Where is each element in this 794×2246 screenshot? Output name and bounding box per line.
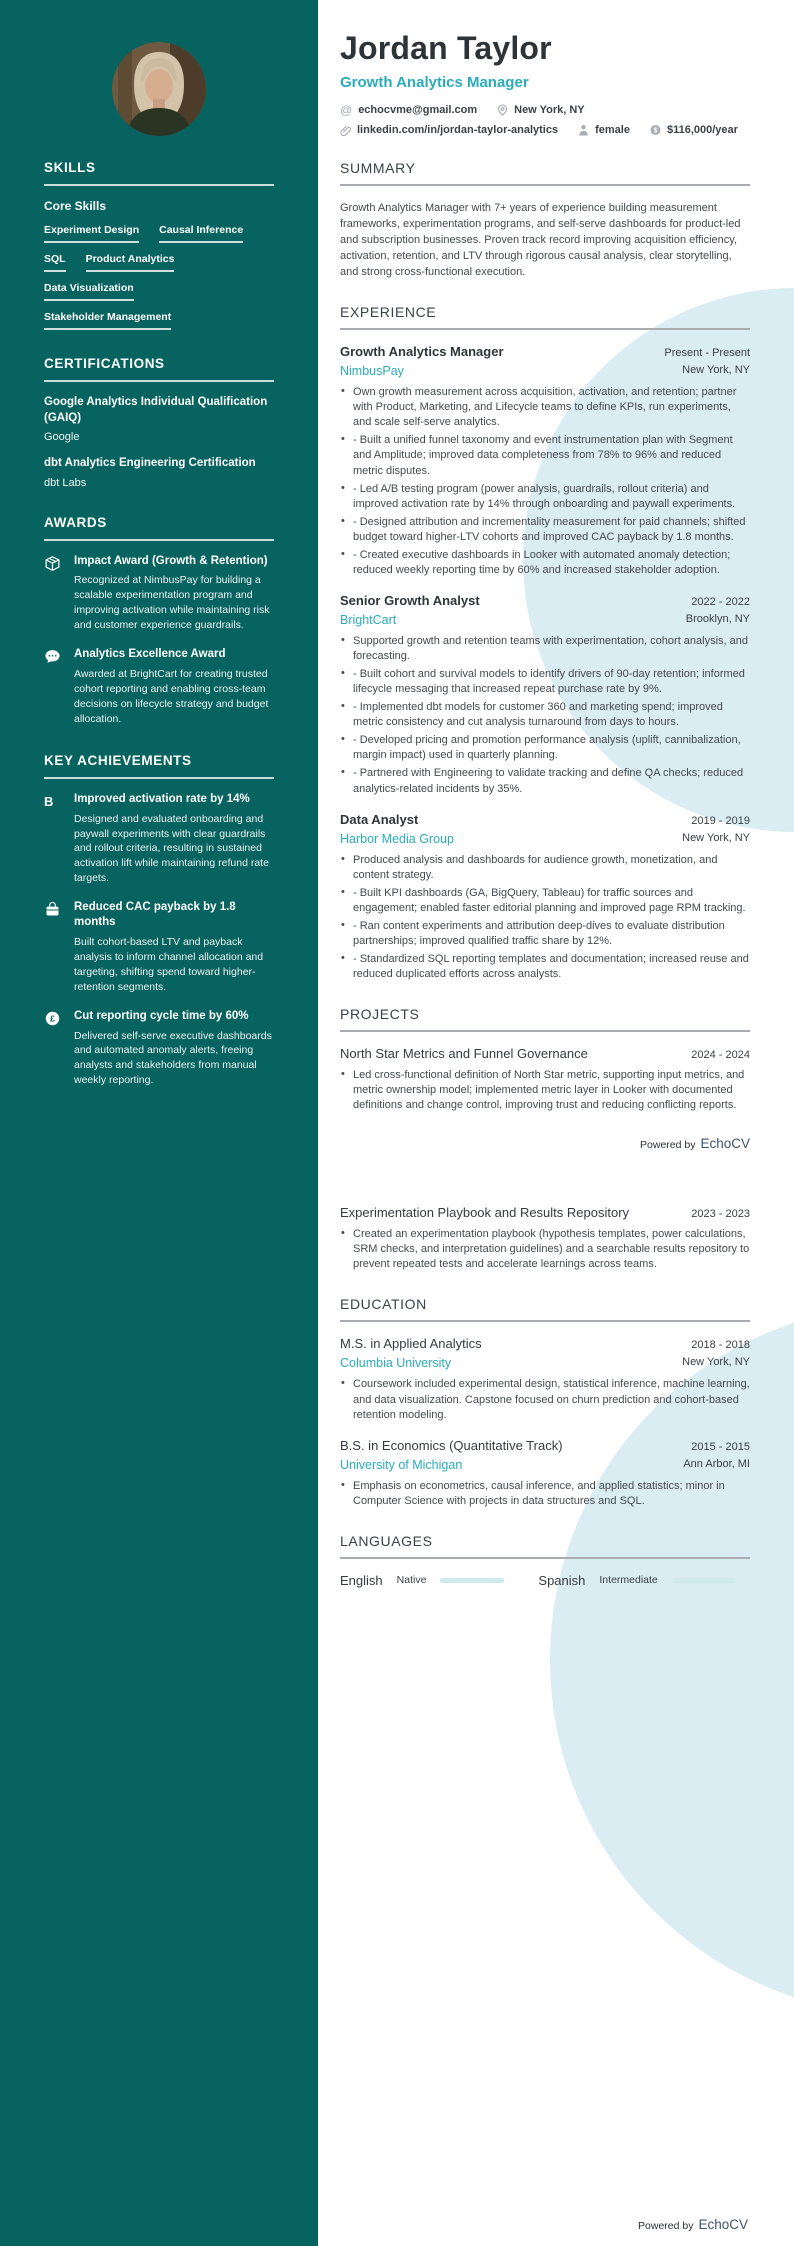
project-bullets bbox=[340, 1068, 750, 1113]
skills-heading: SKILLS bbox=[44, 160, 96, 175]
sidebar bbox=[0, 0, 318, 2246]
education-dates: 2018 - 2018 bbox=[691, 1339, 750, 1352]
job-location: New York, NY bbox=[682, 364, 750, 377]
award-description: Awarded at BrightCart for creating trusted cohort reporting and enabling cross-team decisions on lifecycle strategy and budget allocation. bbox=[74, 668, 269, 725]
job-bullet: • Supported growth and retention teams with experimentation, cohort analysis, and forecasting. bbox=[340, 634, 750, 664]
contact-email-value: echocvme@gmail.com bbox=[358, 104, 478, 116]
skill-chip-list bbox=[44, 224, 274, 330]
project-title: Experimentation Playbook and Results Repository bbox=[340, 1205, 630, 1221]
job-company: NimbusPay bbox=[340, 364, 404, 379]
divider bbox=[44, 777, 274, 779]
awards-section bbox=[44, 515, 274, 727]
job-bullet: • - Built KPI dashboards (GA, BigQuery, Tableau) for traffic sources and engagement; enabled faster editorial planning and improved page RPM tracking. bbox=[340, 886, 750, 916]
person-icon bbox=[578, 124, 589, 136]
divider bbox=[340, 1030, 750, 1032]
summary-heading: SUMMARY bbox=[340, 160, 416, 176]
skill-chip: Stakeholder Management bbox=[44, 311, 171, 330]
job-bullet: • - Partnered with Engineering to validate tracking and define QA checks; reduced analytics-related incidents by 35%. bbox=[340, 766, 750, 796]
skill-chip: Experiment Design bbox=[44, 224, 139, 243]
job-bullet: • - Developed pricing and promotion performance analysis (uplift, cannibalization, margin impact) used in quarterly planning. bbox=[340, 733, 750, 763]
contact-salary-value: $116,000/year bbox=[666, 124, 738, 136]
education-bullets bbox=[340, 1479, 750, 1509]
link-icon bbox=[340, 124, 351, 136]
job-bullet: • - Implemented dbt models for customer 360 and marketing spend; improved metric consistency and cut analysis turnaround from days to hours. bbox=[340, 700, 750, 730]
at-icon: @ bbox=[340, 103, 353, 117]
job-location: New York, NY bbox=[682, 831, 750, 844]
job-dates: 2022 - 2022 bbox=[691, 595, 750, 608]
education-entry bbox=[340, 1438, 750, 1509]
achievement-item bbox=[44, 792, 274, 886]
contact-row-2 bbox=[340, 124, 750, 136]
language-level: Intermediate bbox=[599, 1574, 658, 1587]
certification-issuer: Google bbox=[44, 431, 80, 444]
education-section bbox=[340, 1296, 750, 1508]
job-dates: 2019 - 2019 bbox=[691, 814, 750, 827]
language-item bbox=[340, 1573, 504, 1588]
job-bullets bbox=[340, 634, 750, 797]
brand-link[interactable]: EchoCV bbox=[698, 2217, 748, 2232]
achievement-description: Built cohort-based LTV and payback analysis to inform channel allocation and targeting, shifting spend toward higher-retention segments. bbox=[74, 936, 264, 993]
project-bullets bbox=[340, 1227, 750, 1272]
award-item bbox=[44, 554, 274, 634]
project-entry bbox=[340, 1205, 750, 1272]
project-title: North Star Metrics and Funnel Governance bbox=[340, 1046, 588, 1062]
salary-icon bbox=[650, 124, 661, 136]
certification-item bbox=[44, 456, 274, 489]
education-bullets bbox=[340, 1377, 750, 1422]
contact-salary bbox=[650, 124, 738, 136]
divider bbox=[44, 380, 274, 382]
school-name: Columbia University bbox=[340, 1356, 452, 1371]
certification-item bbox=[44, 395, 274, 443]
language-list bbox=[340, 1573, 750, 1588]
coin-icon bbox=[44, 1009, 64, 1089]
job-company: BrightCart bbox=[340, 612, 397, 627]
award-title: Impact Award (Growth & Retention) bbox=[74, 554, 268, 567]
letter-b-icon: B bbox=[44, 793, 54, 809]
package-icon bbox=[44, 554, 64, 634]
certifications-heading: CERTIFICATIONS bbox=[44, 356, 165, 371]
project-bullet: • Created an experimentation playbook (hypothesis templates, power calculations, SRM checks, and interpretation guidelines) and a searchable results repository to prevent repeated tests and accelerate learnings across teams. bbox=[340, 1227, 750, 1272]
job-bullet: • - Ran content experiments and attribution deep-dives to evaluate distribution partnerships; improved qualified traffic share by 12%. bbox=[340, 919, 750, 949]
language-name: Spanish bbox=[538, 1572, 586, 1588]
job-bullets bbox=[340, 853, 750, 983]
job-bullet: • - Created executive dashboards in Looker with automated anomaly detection; reduced weekly reporting time by 60% and increased stakeholder adoption. bbox=[340, 548, 750, 578]
project-entry bbox=[340, 1046, 750, 1113]
powered-by-label: Powered by bbox=[640, 1139, 696, 1152]
chat-bubble-icon bbox=[44, 647, 64, 727]
award-description: Recognized at NimbusPay for building a scalable experimentation program and improving activation while maintaining risk and customer experience guardrails. bbox=[74, 574, 270, 632]
summary-text: Growth Analytics Manager with 7+ years of experience building measurement frameworks, experimentation programs, and self-serve dashboards for product-led and subscription businesses. Proven track record improving acquisition efficiency, activation, retention, and LTV through rigorous causal analysis, clear storytelling, and strong cross-functional execution. bbox=[340, 202, 741, 279]
languages-heading: LANGUAGES bbox=[340, 1532, 433, 1549]
languages-section bbox=[340, 1533, 750, 1588]
key-achievements-section bbox=[44, 753, 274, 1089]
job-company: Harbor Media Group bbox=[340, 831, 454, 846]
achievement-title: Improved activation rate by 14% bbox=[74, 792, 250, 805]
job-location: Brooklyn, NY bbox=[685, 612, 750, 625]
achievement-item bbox=[44, 1009, 274, 1089]
project-dates: 2023 - 2023 bbox=[691, 1208, 750, 1221]
summary-section bbox=[340, 160, 750, 280]
candidate-name: Jordan Taylor bbox=[340, 30, 552, 66]
experience-heading: EXPERIENCE bbox=[340, 304, 437, 321]
skill-chip: Data Visualization bbox=[44, 282, 134, 301]
job-bullet: • Produced analysis and dashboards for audience growth, monetization, and content strategy. bbox=[340, 853, 750, 883]
education-location: New York, NY bbox=[682, 1356, 750, 1369]
job-bullet: • - Built cohort and survival models to identify drivers of 90-day retention; informed lifecycle messaging that increased repeat purchase rate by 9%. bbox=[340, 667, 750, 697]
degree-title: B.S. in Economics (Quantitative Track) bbox=[340, 1437, 563, 1453]
resume-header bbox=[340, 30, 750, 136]
job-bullet: • - Standardized SQL reporting templates and documentation; increased reuse and reduced duplicated efforts across analysts. bbox=[340, 952, 750, 982]
education-entry bbox=[340, 1336, 750, 1422]
divider bbox=[44, 184, 274, 186]
job-bullet: • - Built a unified funnel taxonomy and event instrumentation plan with Segment and Amplitude; improved data completeness from 78% to 96% and reduced metric disputes. bbox=[340, 433, 750, 478]
contact-location-value: New York, NY bbox=[514, 104, 585, 116]
bag-icon bbox=[44, 900, 64, 995]
svg-text:£: £ bbox=[50, 1013, 55, 1024]
skill-chip: SQL bbox=[44, 253, 66, 272]
divider bbox=[340, 328, 750, 330]
certification-issuer: dbt Labs bbox=[44, 476, 87, 489]
achievement-description: Delivered self-serve executive dashboards and automated anomaly alerts, freeing analysts and stakeholders from manual weekly reporting. bbox=[74, 1029, 272, 1087]
school-name: University of Michigan bbox=[340, 1457, 463, 1472]
education-heading: EDUCATION bbox=[340, 1296, 427, 1313]
job-title: Senior Growth Analyst bbox=[340, 592, 480, 608]
page-break-gap bbox=[340, 1153, 750, 1205]
skills-section bbox=[44, 160, 274, 330]
contact-linkedin-value: linkedin.com/in/jordan-taylor-analytics bbox=[357, 124, 559, 136]
projects-section bbox=[340, 1006, 750, 1272]
job-bullets bbox=[340, 385, 750, 578]
contact-email[interactable] bbox=[340, 104, 477, 116]
certifications-section bbox=[44, 356, 274, 489]
divider bbox=[340, 1320, 750, 1322]
language-name: English bbox=[340, 1572, 383, 1588]
divider bbox=[340, 1557, 750, 1559]
candidate-headline: Growth Analytics Manager bbox=[340, 74, 529, 91]
key-achievements-heading: KEY ACHIEVEMENTS bbox=[44, 752, 192, 768]
svg-text:$: $ bbox=[653, 127, 658, 135]
achievement-description: Designed and evaluated onboarding and paywall experiments with clear guardrails and rollout criteria, resulting in sustained activation lift while maintaining refund rate targets. bbox=[74, 812, 269, 885]
education-location: Ann Arbor, MI bbox=[683, 1457, 750, 1470]
awards-heading: AWARDS bbox=[44, 514, 107, 530]
experience-section bbox=[340, 304, 750, 982]
award-title: Analytics Excellence Award bbox=[74, 648, 226, 661]
divider bbox=[44, 539, 274, 541]
language-proficiency-bar bbox=[440, 1578, 504, 1583]
main-content bbox=[318, 0, 794, 2246]
job-title: Data Analyst bbox=[340, 811, 419, 827]
job-title: Growth Analytics Manager bbox=[340, 344, 504, 360]
language-level: Native bbox=[396, 1574, 427, 1587]
language-item bbox=[538, 1573, 735, 1588]
skill-chip: Causal Inference bbox=[159, 224, 243, 243]
award-item bbox=[44, 647, 274, 727]
skill-chip: Product Analytics bbox=[86, 253, 175, 272]
projects-heading: PROJECTS bbox=[340, 1006, 420, 1023]
contact-location bbox=[497, 104, 585, 116]
education-bullet: • Emphasis on econometrics, causal inference, and applied statistics; minor in Computer Science with projects in data structures and SQL. bbox=[340, 1479, 750, 1509]
achievement-item bbox=[44, 900, 274, 995]
contact-gender-value: female bbox=[595, 124, 630, 136]
project-dates: 2024 - 2024 bbox=[691, 1049, 750, 1062]
profile-photo-placeholder bbox=[112, 42, 206, 136]
achievement-title: Cut reporting cycle time by 60% bbox=[74, 1009, 249, 1022]
contact-gender bbox=[578, 124, 630, 136]
brand-link[interactable]: EchoCV bbox=[700, 1136, 750, 1152]
job-bullet: • Own growth measurement across acquisition, activation, and retention; partner with Product, Marketing, and Lifecycle teams to define KPIs, run experiments, and scale self-serve analytics. bbox=[340, 385, 750, 430]
job-dates: Present - Present bbox=[664, 347, 750, 360]
job-bullet: • - Designed attribution and incrementality measurement for paid channels; shifted budget toward higher-LTV cohorts and improved CAC payback by 1.8 months. bbox=[340, 515, 750, 545]
experience-entry bbox=[340, 593, 750, 797]
achievement-title: Reduced CAC payback by 1.8 months bbox=[74, 901, 236, 929]
certification-title: Google Analytics Individual Qualification (GAIQ) bbox=[44, 396, 268, 424]
job-bullet: • - Led A/B testing program (power analysis, guardrails, rollout criteria) and improved activation rate by 14% through onboarding and paywall experiments. bbox=[340, 482, 750, 512]
document-footer-brand bbox=[638, 2216, 748, 2234]
education-bullet: • Coursework included experimental design, statistical inference, machine learning, and data visualization. Capstone focused on churn prediction and cohort-based retention modeling. bbox=[340, 1377, 750, 1422]
experience-entry bbox=[340, 344, 750, 578]
location-pin-icon bbox=[497, 104, 508, 116]
degree-title: M.S. in Applied Analytics bbox=[340, 1336, 482, 1352]
divider bbox=[340, 184, 750, 186]
powered-by-label: Powered by bbox=[638, 2220, 694, 2232]
project-bullet: • Led cross-functional definition of North Star metric, supporting input metrics, and metric ownership model; implemented metric layer in Looker with documented definitions and change control, improving trust and reducing conflicting reports. bbox=[340, 1068, 750, 1113]
language-proficiency-bar bbox=[672, 1578, 736, 1583]
skills-group-label: Core Skills bbox=[44, 199, 107, 213]
certification-title: dbt Analytics Engineering Certification bbox=[44, 457, 256, 470]
education-dates: 2015 - 2015 bbox=[691, 1440, 750, 1453]
page-footer-brand bbox=[340, 1135, 750, 1153]
experience-entry bbox=[340, 812, 750, 983]
contact-linkedin[interactable] bbox=[340, 124, 558, 136]
contact-row-1 bbox=[340, 104, 750, 116]
avatar bbox=[112, 42, 206, 136]
